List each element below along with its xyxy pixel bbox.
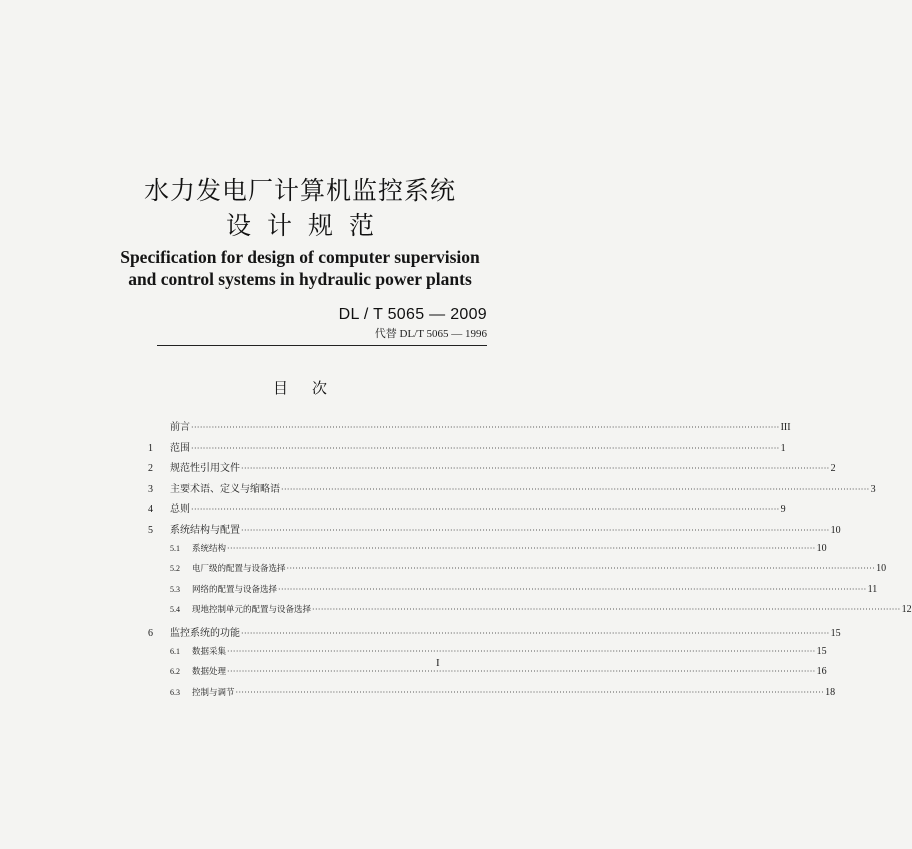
toc-dot-leader: ········································································································································································································ xyxy=(235,687,825,697)
toc-dot-leader: ········································································································································································································ xyxy=(278,584,867,594)
toc-entry xyxy=(148,439,786,460)
toc-entry xyxy=(148,583,878,604)
toc-entry xyxy=(148,624,841,645)
toc-entry-number: 4 xyxy=(148,504,153,516)
page-number: I xyxy=(436,657,440,669)
toc-entry-label: 范围 xyxy=(170,442,190,454)
toc-entry-page: 3 xyxy=(870,483,876,495)
toc-entry-number: 6 xyxy=(148,627,153,639)
toc-entry-page: 9 xyxy=(780,504,786,516)
toc-dot-leader: ········································································································································································································ xyxy=(241,464,830,474)
toc-entry xyxy=(148,645,827,666)
toc-entry xyxy=(148,665,827,686)
toc-entry-page: 1 xyxy=(780,442,786,454)
toc-entry xyxy=(148,603,912,624)
toc-entry-label: 监控系统的功能 xyxy=(170,627,240,639)
toc-entry xyxy=(148,418,791,439)
toc-entry-number: 6.1 xyxy=(170,646,180,656)
toc-entry-label: 控制与调节 xyxy=(192,687,235,698)
toc-entry-label: 系统结构 xyxy=(192,543,227,554)
toc-entry-number: 2 xyxy=(148,463,153,475)
toc-entry-label: 数据处理 xyxy=(192,667,227,678)
toc-dot-leader: ········································································································································································································ xyxy=(227,543,816,553)
toc-entry xyxy=(148,521,841,542)
toc-dot-leader: ········································································································································································································ xyxy=(286,564,876,574)
toc-dot-leader: ········································································································································································································ xyxy=(227,667,816,677)
toc-entry-label: 总则 xyxy=(170,504,190,516)
toc-entry-page: 15 xyxy=(830,627,841,639)
header-divider xyxy=(157,345,487,346)
toc-dot-leader: ········································································································································································································ xyxy=(191,423,780,432)
toc-entry-page: 2 xyxy=(830,463,836,475)
toc-entry xyxy=(148,542,827,563)
toc-heading: 目次 xyxy=(272,379,351,397)
toc-entry-number: 1 xyxy=(148,442,153,454)
toc-entry-number: 5.3 xyxy=(170,584,180,594)
toc-entry xyxy=(148,500,786,521)
toc-dot-leader: ········································································································································································································ xyxy=(312,605,901,615)
toc-entry-number: 3 xyxy=(148,483,153,495)
toc-dot-leader: ········································································································································································································ xyxy=(281,484,870,494)
toc-entry-label: 系统结构与配置 xyxy=(170,524,240,536)
toc-dot-leader: ········································································································································································································ xyxy=(191,443,780,453)
toc-entry-page: 10 xyxy=(816,542,827,554)
toc-entry xyxy=(148,459,836,480)
toc-entry-label: 网络的配置与设备选择 xyxy=(192,584,278,595)
toc-entry-number: 5.2 xyxy=(170,564,180,574)
toc-entry xyxy=(148,480,876,501)
toc-entry-number: 5 xyxy=(148,524,153,536)
toc-entry-page: 10 xyxy=(830,524,841,536)
toc-entry-page: 12 xyxy=(901,604,912,616)
toc-entry-label: 主要术语、定义与缩略语 xyxy=(170,483,280,495)
toc-entry-number: 5.1 xyxy=(170,543,180,553)
toc-entry-page: 16 xyxy=(816,666,827,678)
toc-entry xyxy=(148,686,836,707)
toc-entry-number: 6.2 xyxy=(170,667,180,677)
toc-dot-leader: ········································································································································································································ xyxy=(227,646,816,656)
toc-entry-number: 6.3 xyxy=(170,687,180,697)
toc-entry-page: 18 xyxy=(825,686,836,698)
toc-entry-label: 电厂级的配置与设备选择 xyxy=(192,564,286,575)
toc-dot-leader: ········································································································································································································ xyxy=(241,525,830,535)
toc-entry-page: 15 xyxy=(816,645,827,657)
toc-dot-leader: ········································································································································································································ xyxy=(241,628,830,638)
english-title-line-1: Specification for design of computer supervision xyxy=(120,247,480,267)
toc-entry-label: 数据采集 xyxy=(192,646,227,657)
toc-entry xyxy=(148,562,887,583)
chinese-title-line-1: 水力发电厂计算机监控系统 xyxy=(143,176,456,205)
toc-dot-leader: ········································································································································································································ xyxy=(191,505,780,515)
toc-entry-label: 现地控制单元的配置与设备选择 xyxy=(192,605,312,616)
toc-entry-number: 5.4 xyxy=(170,605,180,615)
replaced-standard: 代替 DL/T 5065 — 1996 xyxy=(374,328,487,340)
toc-entry-page: 11 xyxy=(867,583,878,595)
chinese-title-line-2: 设计规范 xyxy=(225,211,390,240)
toc-entry-page: 10 xyxy=(876,563,887,575)
table-of-contents xyxy=(148,418,912,706)
standard-code: DL / T 5065 — 2009 xyxy=(338,306,487,323)
toc-entry-label: 前言 xyxy=(170,422,190,433)
toc-entry-label: 规范性引用文件 xyxy=(170,463,240,475)
english-title-line-2: and control systems in hydraulic power plants xyxy=(128,269,472,289)
toc-entry-page: III xyxy=(780,422,791,433)
